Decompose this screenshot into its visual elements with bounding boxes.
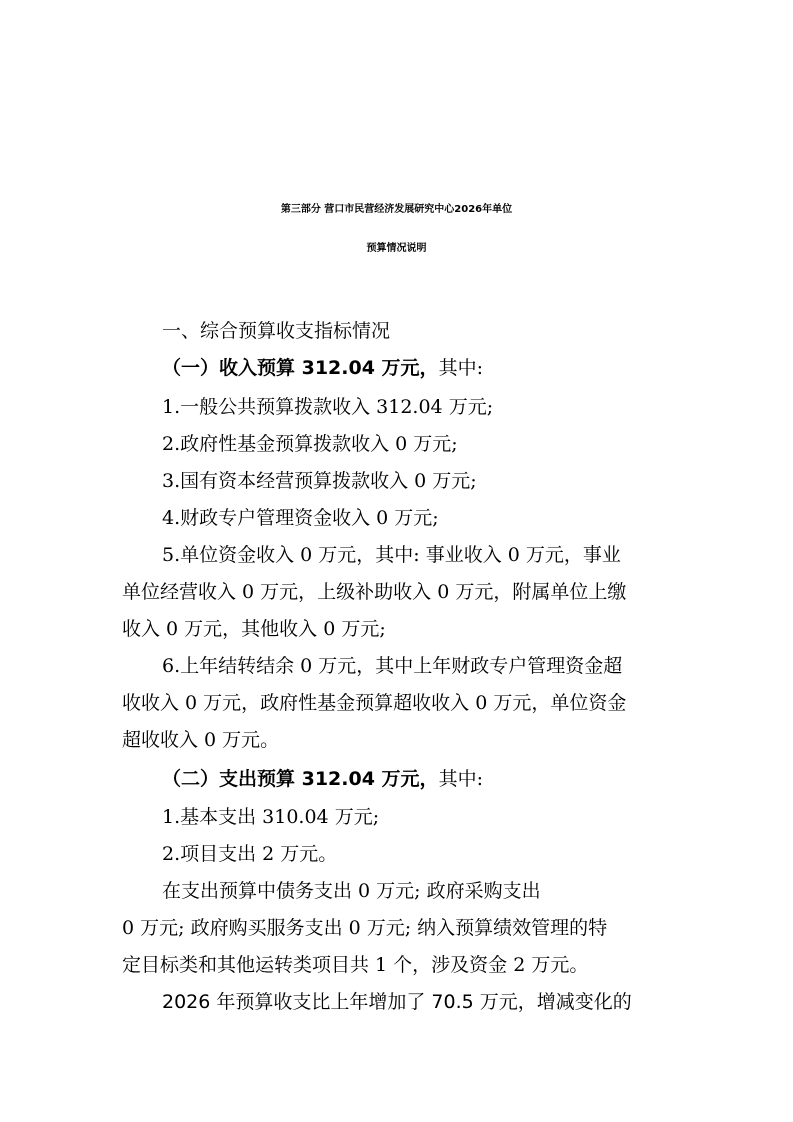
- section-heading-budget-overview: 一、综合预算收支指标情况: [162, 320, 391, 342]
- income-item-5-line-3: 收入 0 万元，其他收入 0 万元;: [122, 618, 386, 640]
- income-item-6-line-3: 超收收入 0 万元。: [122, 729, 280, 751]
- expense-note-line-3: 定目标类和其他运转类项目共 1 个，涉及资金 2 万元。: [122, 954, 589, 976]
- income-item-6-line-1: 6.上年结转结余 0 万元，其中上年财政专户管理资金超: [162, 655, 623, 677]
- income-budget-suffix: 其中:: [438, 357, 483, 379]
- expense-item-1: 1.基本支出 310.04 万元;: [162, 806, 380, 828]
- income-budget-label: （一）收入预算 312.04 万元，: [162, 357, 439, 379]
- expense-budget-label: （二）支出预算 312.04 万元，: [162, 768, 439, 790]
- expense-budget-suffix: 其中:: [438, 768, 483, 790]
- income-item-2: 2.政府性基金预算拨款收入 0 万元;: [162, 433, 458, 455]
- document-title-line-2: 预算情况说明: [366, 243, 427, 254]
- income-item-1: 1.一般公共预算拨款收入 312.04 万元;: [162, 396, 494, 418]
- income-item-5-line-2: 单位经营收入 0 万元，上级补助收入 0 万元，附属单位上缴: [122, 581, 627, 603]
- expense-item-2: 2.项目支出 2 万元。: [162, 843, 338, 865]
- budget-change-line: 2026 年预算收支比上年增加了 70.5 万元，增减变化的: [162, 991, 632, 1013]
- expense-budget-heading: [162, 770, 483, 789]
- income-item-3: 3.国有资本经营预算拨款收入 0 万元;: [162, 470, 477, 492]
- income-budget-heading: [162, 359, 483, 378]
- income-item-4: 4.财政专户管理资金收入 0 万元;: [162, 507, 439, 529]
- expense-note-line-2: 0 万元; 政府购买服务支出 0 万元; 纳入预算绩效管理的特: [122, 917, 608, 939]
- document-title-line-1: 第三部分 营口市民营经济发展研究中心2026年单位: [280, 204, 513, 215]
- income-item-6-line-2: 收收入 0 万元，政府性基金预算超收收入 0 万元，单位资金: [122, 692, 627, 714]
- income-item-5-line-1: 5.单位资金收入 0 万元，其中: 事业收入 0 万元，事业: [162, 544, 621, 566]
- expense-note-line-1: 在支出预算中债务支出 0 万元; 政府采购支出: [162, 880, 541, 902]
